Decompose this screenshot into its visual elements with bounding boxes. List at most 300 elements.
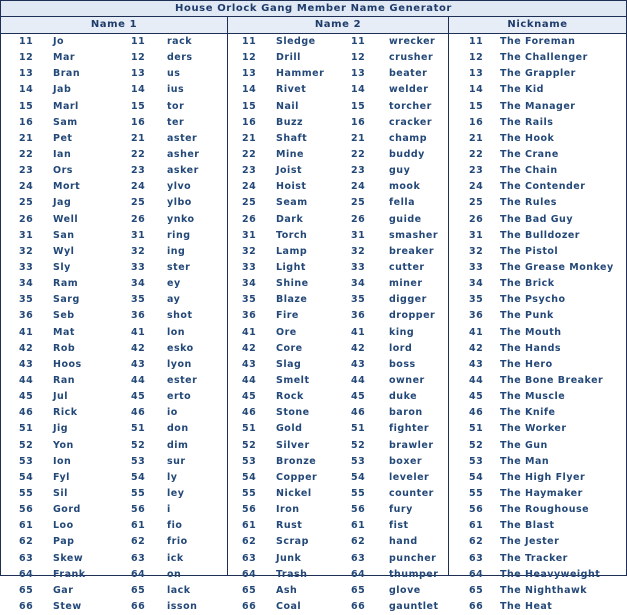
name2-suffix-number: 31	[351, 229, 366, 241]
name2-number: 42	[242, 342, 257, 354]
name1-suffix-number: 56	[131, 504, 146, 516]
table-row	[1, 228, 626, 244]
table-row	[1, 163, 626, 179]
table-row	[1, 115, 626, 131]
name1-suffix: isson	[167, 600, 198, 612]
name2-suffix-number: 43	[351, 358, 366, 370]
nickname-number: 31	[469, 229, 484, 241]
name1-suffix: ylvo	[167, 181, 192, 193]
name2-suffix: dropper	[389, 310, 436, 322]
nickname-word: The Foreman	[500, 36, 576, 47]
name2-suffix: boss	[389, 358, 416, 370]
nickname-number: 64	[469, 568, 484, 580]
name2-suffix-number: 34	[351, 278, 366, 290]
table-row	[1, 131, 626, 147]
nickname-number: 56	[469, 504, 484, 516]
table-row	[1, 518, 626, 534]
name2-suffix-number: 62	[351, 536, 366, 548]
name1-suffix-number: 66	[131, 600, 146, 612]
nickname-number: 63	[469, 552, 484, 564]
name2-suffix: fist	[389, 520, 409, 532]
name2-word: Blaze	[276, 294, 308, 306]
name2-suffix-number: 61	[351, 520, 366, 532]
name1-word: Bran	[53, 68, 81, 80]
name2-suffix-number: 21	[351, 132, 366, 144]
nickname-number: 45	[469, 391, 484, 403]
table-row	[1, 405, 626, 421]
name2-word: Hammer	[276, 68, 325, 80]
name1-number: 32	[19, 245, 34, 257]
name1-word: Jag	[53, 197, 72, 209]
nickname-word: The Challenger	[500, 52, 588, 64]
name1-suffix-number: 12	[131, 52, 146, 64]
name1-suffix: i	[167, 504, 171, 516]
name1-number: 25	[19, 197, 34, 209]
name2-suffix-number: 66	[351, 600, 366, 612]
nickname-number: 25	[469, 197, 484, 209]
name2-word: Core	[276, 342, 303, 354]
nickname-word: The Bulldozer	[500, 229, 580, 241]
nickname-number: 44	[469, 374, 484, 386]
name1-number: 15	[19, 100, 34, 112]
name2-suffix-number: 26	[351, 213, 366, 225]
nickname-number: 54	[469, 471, 484, 483]
name2-suffix-number: 44	[351, 374, 366, 386]
nickname-word: The Pistol	[500, 245, 559, 257]
name1-suffix-number: 53	[131, 455, 146, 467]
name2-number: 53	[242, 455, 257, 467]
name1-number: 14	[19, 84, 34, 96]
nickname-word: The Mouth	[500, 326, 562, 338]
table-row	[1, 66, 626, 82]
nickname-word: The Muscle	[500, 391, 566, 403]
table-row	[1, 99, 626, 115]
name2-suffix-number: 41	[351, 326, 366, 338]
name1-word: Ors	[53, 165, 73, 177]
header-name-2: Name 2	[228, 17, 448, 34]
name2-suffix: king	[389, 326, 415, 338]
name2-suffix: mook	[389, 181, 421, 193]
name1-suffix: ick	[167, 552, 184, 564]
name2-suffix-number: 46	[351, 407, 366, 419]
name2-word: Sledge	[276, 36, 316, 47]
name1-suffix: ing	[167, 245, 186, 257]
name1-suffix-number: 13	[131, 68, 146, 80]
name1-word: Jig	[53, 423, 69, 435]
name1-suffix: ders	[167, 52, 193, 64]
name1-suffix: tor	[167, 100, 185, 112]
nickname-number: 24	[469, 181, 484, 193]
name2-suffix: digger	[389, 294, 427, 306]
name2-suffix-number: 56	[351, 504, 366, 516]
name2-number: 61	[242, 520, 257, 532]
name2-suffix: fighter	[389, 423, 430, 435]
name1-word: Seb	[53, 310, 75, 322]
name1-suffix-number: 11	[131, 36, 146, 47]
name2-suffix: crusher	[389, 52, 434, 64]
name2-suffix: breaker	[389, 245, 435, 257]
table-row	[1, 470, 626, 486]
name2-suffix-number: 54	[351, 471, 366, 483]
name1-suffix: ly	[167, 471, 178, 483]
name2-suffix-number: 12	[351, 52, 366, 64]
name2-number: 26	[242, 213, 257, 225]
nickname-word: The Hands	[500, 342, 562, 354]
nickname-number: 52	[469, 439, 484, 451]
name2-suffix-number: 63	[351, 552, 366, 564]
name1-suffix-number: 52	[131, 439, 146, 451]
name2-number: 46	[242, 407, 257, 419]
table-row	[1, 244, 626, 260]
nickname-word: The Crane	[500, 148, 559, 160]
name2-number: 44	[242, 374, 257, 386]
name1-suffix: fio	[167, 520, 183, 532]
nickname-word: The Hook	[500, 132, 555, 144]
nickname-word: The Grappler	[500, 68, 576, 80]
name1-number: 51	[19, 423, 34, 435]
name2-number: 14	[242, 84, 257, 96]
name1-number: 24	[19, 181, 34, 193]
name2-word: Gold	[276, 423, 303, 435]
nickname-number: 11	[469, 36, 484, 47]
name1-word: Mar	[53, 52, 76, 64]
name2-suffix: wrecker	[389, 36, 436, 47]
table-row	[1, 341, 626, 357]
name2-suffix-number: 52	[351, 439, 366, 451]
nickname-number: 62	[469, 536, 484, 548]
name1-suffix-number: 22	[131, 148, 146, 160]
name1-suffix: don	[167, 423, 189, 435]
table-row	[1, 438, 626, 454]
nickname-word: The Heat	[500, 600, 553, 612]
name1-number: 34	[19, 278, 34, 290]
name1-suffix: ley	[167, 487, 185, 499]
name1-suffix: ynko	[167, 213, 195, 225]
nickname-number: 34	[469, 278, 484, 290]
name1-suffix-number: 16	[131, 116, 146, 128]
name2-number: 16	[242, 116, 257, 128]
nickname-number: 66	[469, 600, 484, 612]
name1-suffix: ter	[167, 116, 185, 128]
nickname-word: The Hero	[500, 358, 553, 370]
name1-number: 66	[19, 600, 34, 612]
name2-word: Slag	[276, 358, 302, 370]
name2-suffix-number: 22	[351, 148, 366, 160]
nickname-number: 22	[469, 148, 484, 160]
name1-suffix-number: 55	[131, 487, 146, 499]
name1-word: Rick	[53, 407, 78, 419]
name-table-body	[1, 34, 626, 615]
nickname-word: The Knife	[500, 407, 556, 419]
name1-suffix-number: 44	[131, 374, 146, 386]
name1-number: 62	[19, 536, 34, 548]
table-row	[1, 212, 626, 228]
name2-number: 32	[242, 245, 257, 257]
nickname-number: 14	[469, 84, 484, 96]
name2-suffix: guy	[389, 165, 411, 177]
name1-number: 23	[19, 165, 34, 177]
name2-word: Light	[276, 261, 306, 273]
name2-suffix-number: 42	[351, 342, 366, 354]
table-row	[1, 82, 626, 98]
name1-suffix: io	[167, 407, 178, 419]
name2-word: Fire	[276, 310, 299, 322]
name2-suffix-number: 64	[351, 568, 366, 580]
name2-word: Ore	[276, 326, 297, 338]
name1-suffix-number: 64	[131, 568, 146, 580]
nickname-word: The Kid	[500, 84, 544, 96]
name2-word: Rust	[276, 520, 303, 532]
name2-suffix-number: 32	[351, 245, 366, 257]
name1-number: 64	[19, 568, 34, 580]
name2-number: 21	[242, 132, 257, 144]
nickname-number: 35	[469, 294, 484, 306]
nickname-word: The Rails	[500, 116, 554, 128]
name2-number: 41	[242, 326, 257, 338]
name1-suffix: frio	[167, 536, 188, 548]
name1-number: 45	[19, 391, 34, 403]
name2-word: Shaft	[276, 132, 308, 144]
table-row	[1, 567, 626, 583]
name2-word: Stone	[276, 407, 310, 419]
name1-word: Wyl	[53, 245, 75, 257]
name1-word: Rob	[53, 342, 76, 354]
name1-word: Well	[53, 213, 79, 225]
name1-word: Ian	[53, 148, 72, 160]
table-row	[1, 599, 626, 615]
name2-suffix: miner	[389, 278, 423, 290]
name1-number: 55	[19, 487, 34, 499]
name1-word: Stew	[53, 600, 82, 612]
name2-suffix-number: 45	[351, 391, 366, 403]
name2-number: 52	[242, 439, 257, 451]
name2-number: 51	[242, 423, 257, 435]
name1-number: 52	[19, 439, 34, 451]
name1-number: 53	[19, 455, 34, 467]
name2-number: 24	[242, 181, 257, 193]
table-row	[1, 421, 626, 437]
name2-suffix: duke	[389, 391, 418, 403]
name2-number: 12	[242, 52, 257, 64]
name2-number: 33	[242, 261, 257, 273]
name1-number: 13	[19, 68, 34, 80]
name2-suffix-number: 35	[351, 294, 366, 306]
nickname-number: 42	[469, 342, 484, 354]
name1-suffix: aster	[167, 132, 198, 144]
nickname-number: 32	[469, 245, 484, 257]
name1-suffix-number: 25	[131, 197, 146, 209]
name2-number: 65	[242, 584, 257, 596]
nickname-number: 36	[469, 310, 484, 322]
name2-word: Ash	[276, 584, 298, 596]
nickname-word: The Grease Monkey	[500, 261, 614, 273]
nickname-number: 26	[469, 213, 484, 225]
table-row	[1, 325, 626, 341]
name2-word: Scrap	[276, 536, 309, 548]
nickname-word: The Blast	[500, 520, 555, 532]
nickname-word: The Tracker	[500, 552, 568, 564]
header-nickname: Nickname	[449, 17, 626, 34]
name1-number: 54	[19, 471, 34, 483]
nickname-word: The Roughouse	[500, 504, 590, 516]
name2-word: Rock	[276, 391, 304, 403]
name1-suffix: lon	[167, 326, 186, 338]
name1-suffix-number: 61	[131, 520, 146, 532]
name2-word: Smelt	[276, 374, 310, 386]
nickname-number: 15	[469, 100, 484, 112]
name2-number: 62	[242, 536, 257, 548]
name2-suffix: thumper	[389, 568, 439, 580]
header-name-1: Name 1	[1, 17, 227, 34]
name2-word: Buzz	[276, 116, 304, 128]
nickname-number: 51	[469, 423, 484, 435]
name1-suffix: ster	[167, 261, 191, 273]
name2-number: 25	[242, 197, 257, 209]
nickname-word: The High Flyer	[500, 471, 586, 483]
name2-suffix-number: 13	[351, 68, 366, 80]
name2-suffix: torcher	[389, 100, 432, 112]
name1-suffix: ylbo	[167, 197, 192, 209]
name2-suffix: buddy	[389, 148, 425, 160]
name1-number: 11	[19, 36, 34, 47]
nickname-word: The Worker	[500, 423, 567, 435]
name1-number: 46	[19, 407, 34, 419]
name1-suffix-number: 33	[131, 261, 146, 273]
name1-word: Gar	[53, 584, 74, 596]
name1-suffix-number: 34	[131, 278, 146, 290]
name1-word: Hoos	[53, 358, 82, 370]
name2-word: Shine	[276, 278, 309, 290]
nickname-word: The Haymaker	[500, 487, 583, 499]
table-row	[1, 389, 626, 405]
name1-suffix-number: 35	[131, 294, 146, 306]
name2-word: Mine	[276, 148, 304, 160]
name1-number: 44	[19, 374, 34, 386]
name2-suffix-number: 53	[351, 455, 366, 467]
name2-suffix: puncher	[389, 552, 437, 564]
name2-word: Lamp	[276, 245, 308, 257]
name1-word: Jul	[53, 391, 69, 403]
name1-number: 41	[19, 326, 34, 338]
name2-number: 64	[242, 568, 257, 580]
table-row	[1, 292, 626, 308]
name2-suffix-number: 65	[351, 584, 366, 596]
nickname-word: The Jester	[500, 536, 560, 548]
name2-word: Junk	[276, 552, 302, 564]
table-row	[1, 583, 626, 599]
nickname-number: 65	[469, 584, 484, 596]
name2-word: Drill	[276, 52, 301, 64]
nickname-word: The Rules	[500, 197, 557, 209]
name2-suffix: beater	[389, 68, 428, 80]
name2-number: 34	[242, 278, 257, 290]
name2-number: 45	[242, 391, 257, 403]
name1-number: 56	[19, 504, 34, 516]
name2-suffix: fury	[389, 504, 413, 516]
nickname-word: The Psycho	[500, 294, 566, 306]
name2-suffix: smasher	[389, 229, 439, 241]
table-row	[1, 454, 626, 470]
nickname-number: 43	[469, 358, 484, 370]
name1-word: Mat	[53, 326, 75, 338]
name1-word: Ram	[53, 278, 79, 290]
table-row	[1, 308, 626, 324]
nickname-word: The Brick	[500, 278, 555, 290]
name2-suffix: counter	[389, 487, 434, 499]
name1-number: 65	[19, 584, 34, 596]
name2-number: 31	[242, 229, 257, 241]
name1-suffix-number: 21	[131, 132, 146, 144]
name2-suffix: champ	[389, 132, 428, 144]
name1-number: 16	[19, 116, 34, 128]
name2-suffix: cutter	[389, 261, 425, 273]
nickname-word: The Nighthawk	[500, 584, 588, 596]
name2-number: 43	[242, 358, 257, 370]
name2-suffix-number: 11	[351, 36, 366, 47]
name1-word: Pet	[53, 132, 73, 144]
table-row	[1, 551, 626, 567]
name1-suffix-number: 42	[131, 342, 146, 354]
name1-word: Pap	[53, 536, 75, 548]
name1-suffix: esko	[167, 342, 194, 354]
name2-suffix-number: 36	[351, 310, 366, 322]
name2-number: 35	[242, 294, 257, 306]
name1-word: Jo	[53, 36, 65, 47]
name1-suffix-number: 15	[131, 100, 146, 112]
name1-word: Sam	[53, 116, 78, 128]
nickname-number: 33	[469, 261, 484, 273]
name1-suffix: dim	[167, 439, 189, 451]
name2-number: 13	[242, 68, 257, 80]
name2-word: Nail	[276, 100, 299, 112]
nickname-number: 12	[469, 52, 484, 64]
name1-number: 31	[19, 229, 34, 241]
name1-suffix-number: 51	[131, 423, 146, 435]
table-row	[1, 179, 626, 195]
name1-word: Fyl	[53, 471, 70, 483]
name2-number: 66	[242, 600, 257, 612]
name2-suffix-number: 51	[351, 423, 366, 435]
table-row	[1, 486, 626, 502]
name2-suffix: owner	[389, 374, 425, 386]
name2-word: Copper	[276, 471, 318, 483]
name1-suffix: ring	[167, 229, 191, 241]
table-row	[1, 34, 626, 50]
name2-number: 15	[242, 100, 257, 112]
name2-suffix-number: 55	[351, 487, 366, 499]
name2-word: Trash	[276, 568, 308, 580]
page-title: House Orlock Gang Member Name Generator	[1, 1, 626, 17]
name1-suffix-number: 14	[131, 84, 146, 96]
name1-suffix: asker	[167, 165, 199, 177]
name1-suffix-number: 24	[131, 181, 146, 193]
name1-number: 63	[19, 552, 34, 564]
name2-suffix: glove	[389, 584, 421, 596]
name2-suffix-number: 15	[351, 100, 366, 112]
name1-suffix: ay	[167, 294, 181, 306]
nickname-word: The Manager	[500, 100, 576, 112]
name1-number: 61	[19, 520, 34, 532]
name2-word: Rivet	[276, 84, 307, 96]
name2-word: Nickel	[276, 487, 312, 499]
name1-suffix: ey	[167, 278, 181, 290]
nickname-number: 23	[469, 165, 484, 177]
name1-word: Ion	[53, 455, 72, 467]
name2-number: 11	[242, 36, 257, 47]
nickname-word: The Bone Breaker	[500, 374, 604, 386]
name1-number: 36	[19, 310, 34, 322]
nickname-number: 61	[469, 520, 484, 532]
